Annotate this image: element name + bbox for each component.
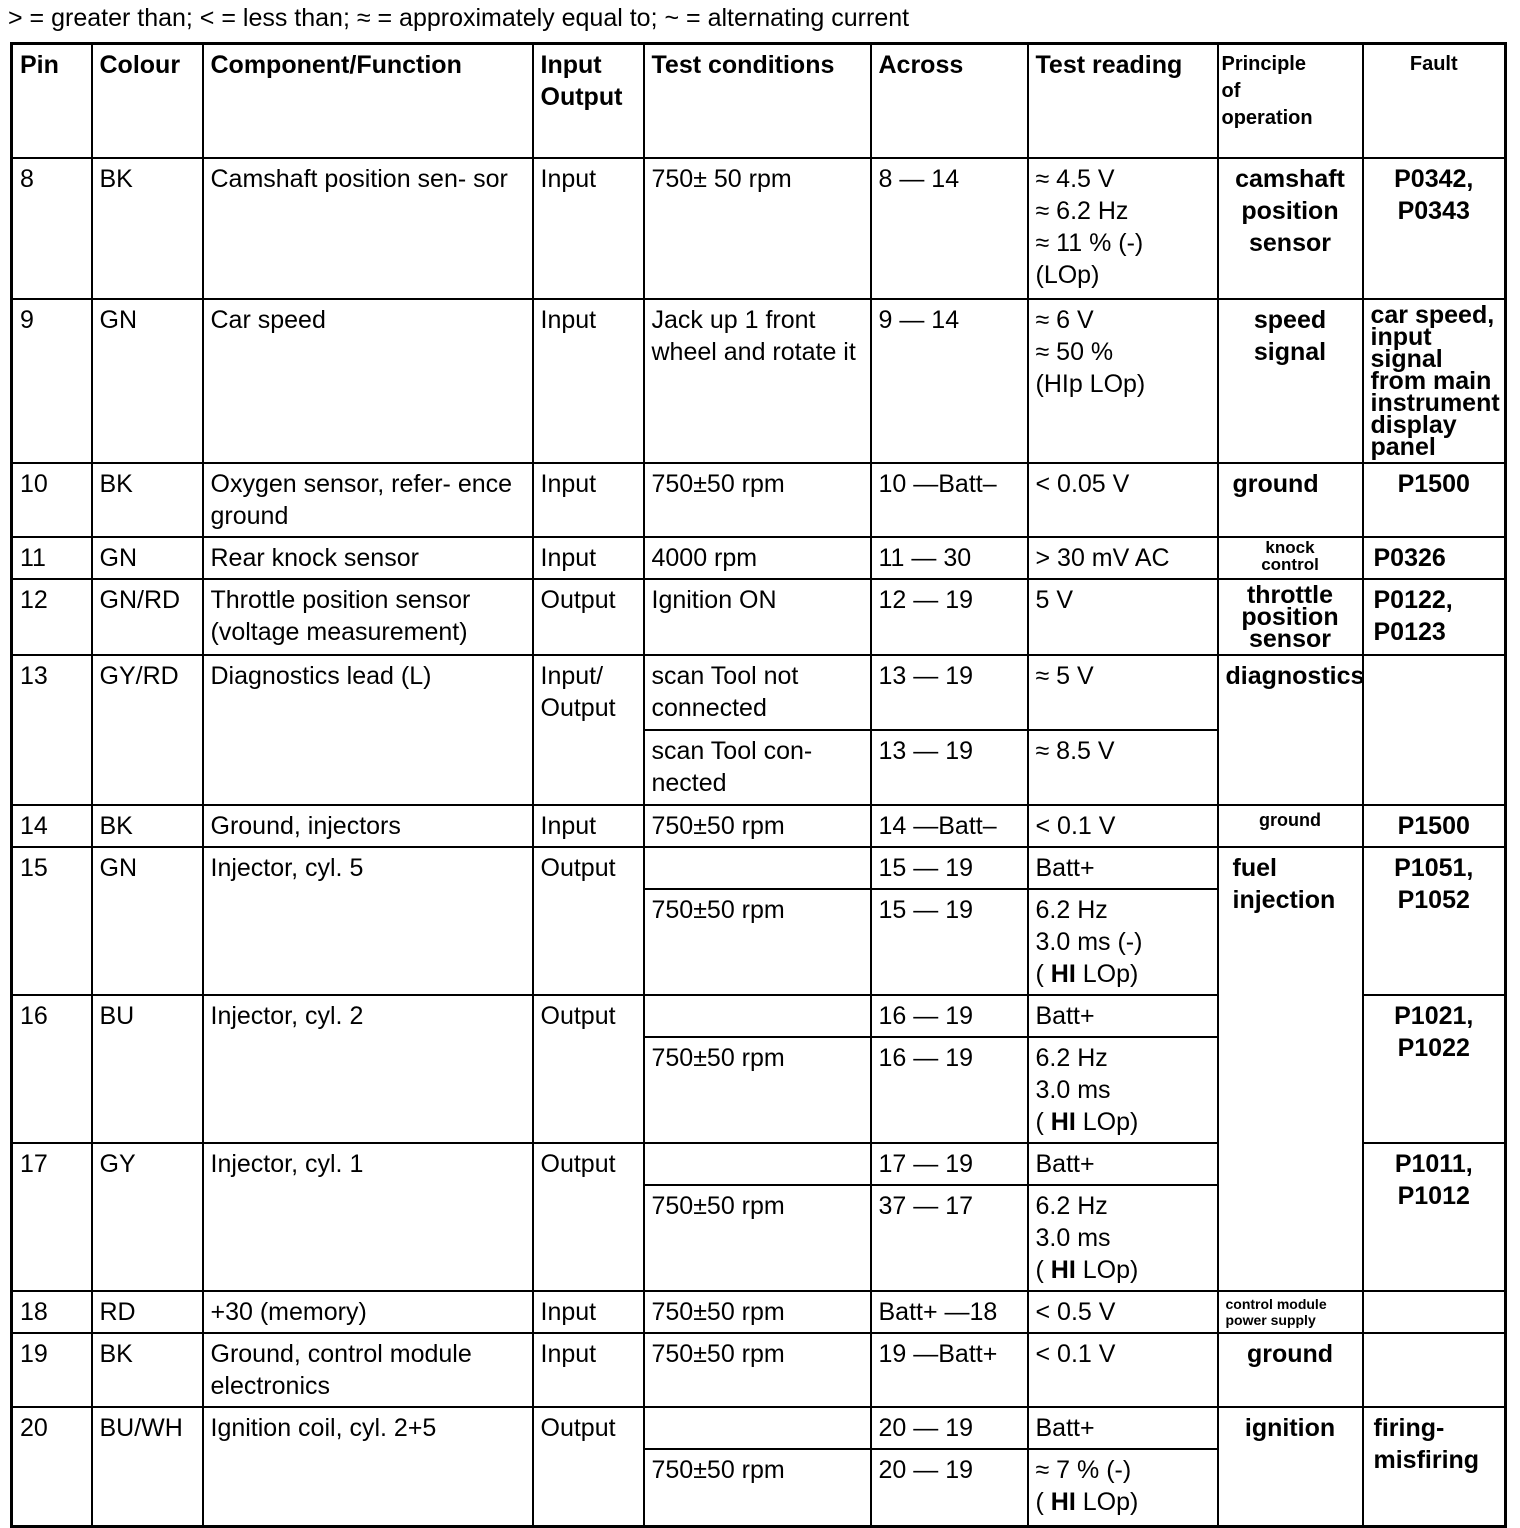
conditions-cell bbox=[644, 995, 871, 1037]
colour-cell: GY/RD bbox=[92, 655, 203, 805]
reading-cell: Batt+ bbox=[1028, 847, 1218, 889]
across-cell: 19 —Batt+ bbox=[871, 1333, 1028, 1407]
io-cell: Output bbox=[533, 995, 644, 1143]
header-row bbox=[12, 44, 1506, 158]
principle-cell: fuel injection bbox=[1218, 847, 1363, 1291]
across-cell: Batt+ —18 bbox=[871, 1291, 1028, 1333]
io-cell: Input bbox=[533, 537, 644, 579]
principle-cell: camshaft position sensor bbox=[1218, 158, 1363, 299]
conditions-cell bbox=[644, 847, 871, 889]
fault-code-cell: P1011, P1012 bbox=[1363, 1143, 1506, 1291]
across-cell: 16 — 19 bbox=[871, 995, 1028, 1037]
conditions-cell: 750±50 rpm bbox=[644, 889, 871, 995]
reading-cell: ≈ 8.5 V bbox=[1028, 730, 1218, 805]
conditions-cell: scan Tool con- nected bbox=[644, 730, 871, 805]
io-cell: Input/ Output bbox=[533, 655, 644, 805]
across-cell: 15 — 19 bbox=[871, 847, 1028, 889]
conditions-cell: 4000 rpm bbox=[644, 537, 871, 579]
io-cell: Input bbox=[533, 1333, 644, 1407]
colour-cell: BK bbox=[92, 1333, 203, 1407]
across-cell: 16 — 19 bbox=[871, 1037, 1028, 1143]
reading-cell: 6.2 Hz 3.0 ms ( HI LOp) bbox=[1028, 1037, 1218, 1143]
fault-code-cell: P1500 bbox=[1363, 463, 1506, 537]
reading-cell: < 0.05 V bbox=[1028, 463, 1218, 537]
conditions-cell: 750±50 rpm bbox=[644, 1333, 871, 1407]
across-cell: 13 — 19 bbox=[871, 655, 1028, 730]
colour-cell: GN bbox=[92, 299, 203, 463]
io-cell: Input bbox=[533, 463, 644, 537]
fault-code-cell: P0342, P0343 bbox=[1363, 158, 1506, 299]
io-cell: Output bbox=[533, 1407, 644, 1527]
principle-cell: ground bbox=[1218, 1333, 1363, 1407]
conditions-cell: 750±50 rpm bbox=[644, 463, 871, 537]
across-cell: 11 — 30 bbox=[871, 537, 1028, 579]
reading-cell: ≈ 5 V bbox=[1028, 655, 1218, 730]
principle-cell: speed signal bbox=[1218, 299, 1363, 463]
header-fault: Fault bbox=[1363, 44, 1506, 158]
reading-cell: Batt+ bbox=[1028, 1143, 1218, 1185]
conditions-cell: 750±50 rpm bbox=[644, 1449, 871, 1527]
fault-code-cell: P0326 bbox=[1363, 537, 1506, 579]
table-row bbox=[12, 158, 1506, 299]
across-cell: 15 — 19 bbox=[871, 889, 1028, 995]
table-row bbox=[12, 299, 1506, 463]
conditions-cell: 750±50 rpm bbox=[644, 1037, 871, 1143]
pin-cell: 19 bbox=[12, 1333, 92, 1407]
fault-code-cell bbox=[1363, 1333, 1506, 1407]
fault-code-cell: P1021, P1022 bbox=[1363, 995, 1506, 1143]
pin-test-table bbox=[10, 42, 1507, 1528]
colour-cell: GN/RD bbox=[92, 579, 203, 655]
symbol-legend: > = greater than; < = less than; ≈ = approximately equal to; ~ = alternating current bbox=[8, 4, 910, 32]
header-input-output: Input Output bbox=[533, 44, 644, 158]
pin-cell: 11 bbox=[12, 537, 92, 579]
reading-cell: > 30 mV AC bbox=[1028, 537, 1218, 579]
across-cell: 12 — 19 bbox=[871, 579, 1028, 655]
reading-cell: < 0.1 V bbox=[1028, 805, 1218, 847]
table-row bbox=[12, 805, 1506, 847]
io-cell: Output bbox=[533, 847, 644, 995]
pin-cell: 14 bbox=[12, 805, 92, 847]
io-cell: Output bbox=[533, 579, 644, 655]
pin-cell: 13 bbox=[12, 655, 92, 805]
component-cell: Injector, cyl. 1 bbox=[203, 1143, 533, 1291]
header-colour: Colour bbox=[92, 44, 203, 158]
table-row bbox=[12, 1333, 1506, 1407]
pin-cell: 8 bbox=[12, 158, 92, 299]
pin-cell: 16 bbox=[12, 995, 92, 1143]
reading-cell: ≈ 4.5 V ≈ 6.2 Hz ≈ 11 % (-) (LOp) bbox=[1028, 158, 1218, 299]
colour-cell: BK bbox=[92, 463, 203, 537]
table-row bbox=[12, 1291, 1506, 1333]
table-row bbox=[12, 579, 1506, 655]
principle-cell: diagnostics bbox=[1218, 655, 1363, 805]
reading-cell: 5 V bbox=[1028, 579, 1218, 655]
colour-cell: GN bbox=[92, 537, 203, 579]
fault-code-cell: firing- misfiring bbox=[1363, 1407, 1506, 1527]
reading-cell: < 0.5 V bbox=[1028, 1291, 1218, 1333]
principle-cell: control module power supply bbox=[1218, 1291, 1363, 1333]
reading-cell: ≈ 6 V ≈ 50 % (HIp LOp) bbox=[1028, 299, 1218, 463]
component-cell: Ground, control module electronics bbox=[203, 1333, 533, 1407]
pin-cell: 17 bbox=[12, 1143, 92, 1291]
fault-code-cell bbox=[1363, 655, 1506, 805]
reading-cell: < 0.1 V bbox=[1028, 1333, 1218, 1407]
principle-cell: throttle position sensor bbox=[1218, 579, 1363, 655]
colour-cell: GY bbox=[92, 1143, 203, 1291]
colour-cell: BU/WH bbox=[92, 1407, 203, 1527]
colour-cell: BK bbox=[92, 158, 203, 299]
conditions-cell: 750±50 rpm bbox=[644, 805, 871, 847]
component-cell: Ignition coil, cyl. 2+5 bbox=[203, 1407, 533, 1527]
header-component: Component/Function bbox=[203, 44, 533, 158]
io-cell: Input bbox=[533, 1291, 644, 1333]
component-cell: Injector, cyl. 2 bbox=[203, 995, 533, 1143]
reading-cell: 6.2 Hz 3.0 ms ( HI LOp) bbox=[1028, 1185, 1218, 1291]
colour-cell: GN bbox=[92, 847, 203, 995]
header-test-conditions: Test conditions bbox=[644, 44, 871, 158]
io-cell: Input bbox=[533, 158, 644, 299]
pin-cell: 15 bbox=[12, 847, 92, 995]
principle-cell: knock control bbox=[1218, 537, 1363, 579]
pin-cell: 18 bbox=[12, 1291, 92, 1333]
pin-cell: 10 bbox=[12, 463, 92, 537]
conditions-cell bbox=[644, 1407, 871, 1449]
conditions-cell: scan Tool not connected bbox=[644, 655, 871, 730]
table-row bbox=[12, 655, 1506, 730]
io-cell: Input bbox=[533, 299, 644, 463]
fault-code-cell: car speed, input signal from main instrument display panel bbox=[1363, 299, 1506, 463]
across-cell: 13 — 19 bbox=[871, 730, 1028, 805]
io-cell: Output bbox=[533, 1143, 644, 1291]
table-row bbox=[12, 847, 1506, 889]
conditions-cell: Ignition ON bbox=[644, 579, 871, 655]
component-cell: +30 (memory) bbox=[203, 1291, 533, 1333]
reading-cell: 6.2 Hz 3.0 ms (-) ( HI LOp) bbox=[1028, 889, 1218, 995]
header-principle: Principle of operation bbox=[1218, 44, 1363, 158]
conditions-cell: 750±50 rpm bbox=[644, 1185, 871, 1291]
reading-cell: ≈ 7 % (-) ( HI LOp) bbox=[1028, 1449, 1218, 1527]
across-cell: 20 — 19 bbox=[871, 1407, 1028, 1449]
reading-cell: Batt+ bbox=[1028, 995, 1218, 1037]
fault-code-cell bbox=[1363, 1291, 1506, 1333]
pin-cell: 20 bbox=[12, 1407, 92, 1527]
across-cell: 14 —Batt– bbox=[871, 805, 1028, 847]
header-across: Across bbox=[871, 44, 1028, 158]
component-cell: Car speed bbox=[203, 299, 533, 463]
header-pin: Pin bbox=[12, 44, 92, 158]
principle-cell: ignition bbox=[1218, 1407, 1363, 1527]
across-cell: 20 — 19 bbox=[871, 1449, 1028, 1527]
component-cell: Injector, cyl. 5 bbox=[203, 847, 533, 995]
colour-cell: BU bbox=[92, 995, 203, 1143]
fault-code-cell: P1051, P1052 bbox=[1363, 847, 1506, 995]
component-cell: Camshaft position sen- sor bbox=[203, 158, 533, 299]
across-cell: 17 — 19 bbox=[871, 1143, 1028, 1185]
component-cell: Ground, injectors bbox=[203, 805, 533, 847]
principle-cell: ground bbox=[1218, 805, 1363, 847]
across-cell: 8 — 14 bbox=[871, 158, 1028, 299]
component-cell: Throttle position sensor (voltage measurement) bbox=[203, 579, 533, 655]
pin-cell: 12 bbox=[12, 579, 92, 655]
conditions-cell: 750±50 rpm bbox=[644, 1291, 871, 1333]
fault-code-cell: P1500 bbox=[1363, 805, 1506, 847]
io-cell: Input bbox=[533, 805, 644, 847]
table-row bbox=[12, 463, 1506, 537]
colour-cell: RD bbox=[92, 1291, 203, 1333]
conditions-cell: 750± 50 rpm bbox=[644, 158, 871, 299]
principle-cell: ground bbox=[1218, 463, 1363, 537]
component-cell: Diagnostics lead (L) bbox=[203, 655, 533, 805]
conditions-cell bbox=[644, 1143, 871, 1185]
across-cell: 10 —Batt– bbox=[871, 463, 1028, 537]
colour-cell: BK bbox=[92, 805, 203, 847]
conditions-cell: Jack up 1 front wheel and rotate it bbox=[644, 299, 871, 463]
table-row bbox=[12, 537, 1506, 579]
reading-cell: Batt+ bbox=[1028, 1407, 1218, 1449]
header-test-reading: Test reading bbox=[1028, 44, 1218, 158]
component-cell: Oxygen sensor, refer- ence ground bbox=[203, 463, 533, 537]
table-row bbox=[12, 1407, 1506, 1449]
pin-cell: 9 bbox=[12, 299, 92, 463]
fault-code-cell: P0122, P0123 bbox=[1363, 579, 1506, 655]
across-cell: 9 — 14 bbox=[871, 299, 1028, 463]
component-cell: Rear knock sensor bbox=[203, 537, 533, 579]
across-cell: 37 — 17 bbox=[871, 1185, 1028, 1291]
